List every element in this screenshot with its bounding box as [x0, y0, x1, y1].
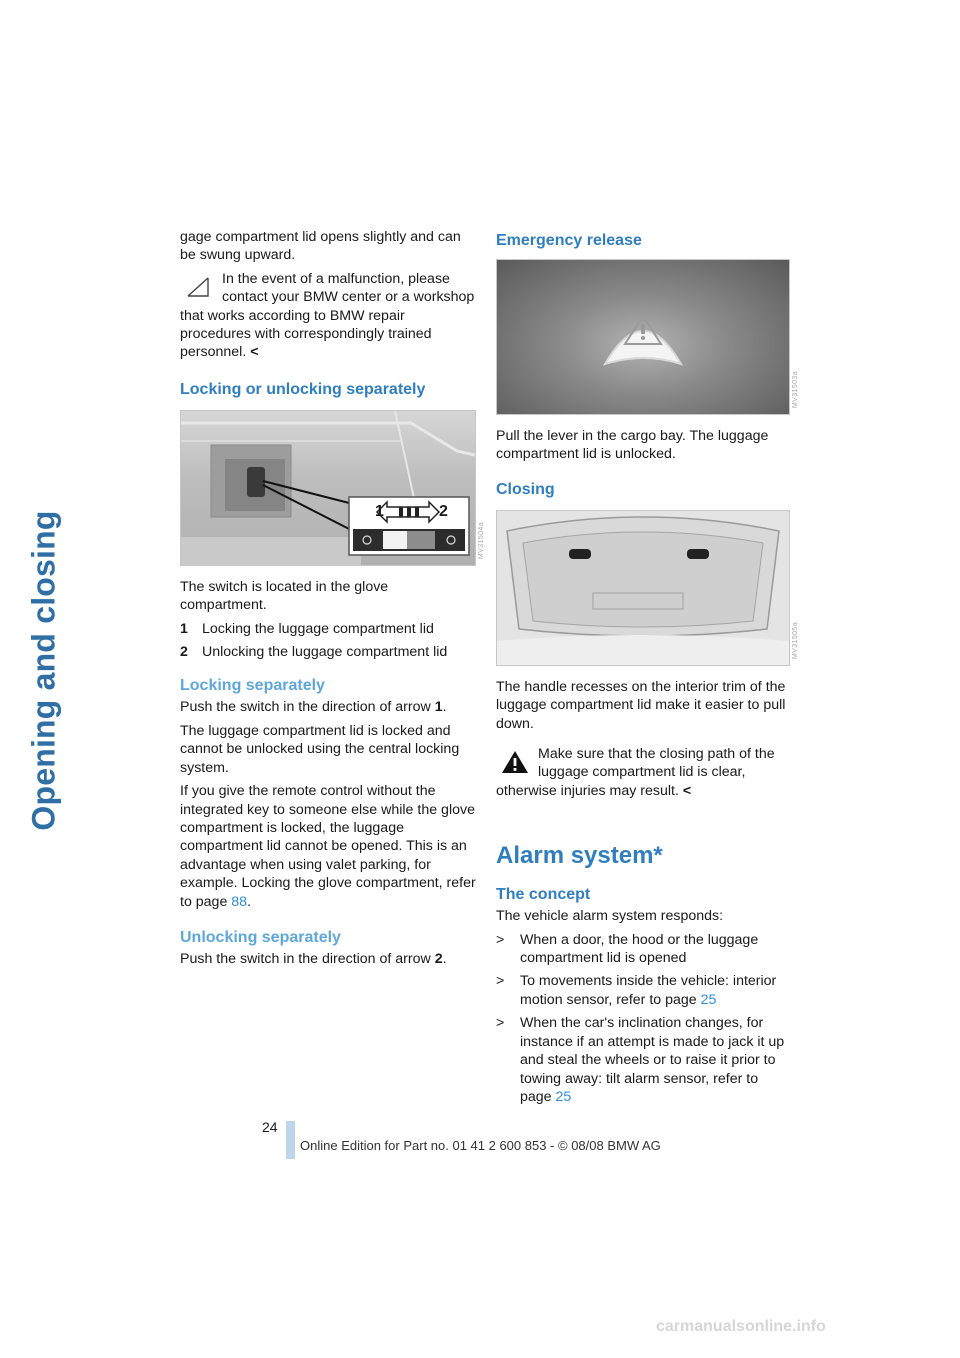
list-item: > To movements inside the vehicle: interior motion sensor, refer to page 25 — [496, 973, 777, 1008]
watermark-logo: carmanualsonline.info — [656, 1318, 826, 1335]
right-column — [496, 228, 799, 1111]
heading-the-concept: The concept — [496, 886, 591, 904]
unlocking-step: Push the switch in the direction of arrow 2. — [180, 950, 447, 967]
page-link-25[interactable]: 25 — [555, 1088, 572, 1105]
warning-end-mark: < — [682, 782, 692, 799]
note-arrow-icon — [184, 273, 214, 301]
locking-result-text: The luggage compartment lid is locked and cannot be unlocked using the central locking system. — [180, 722, 460, 776]
page-number: 24 — [262, 1119, 278, 1135]
heading-locking-unlocking: Locking or unlocking separately — [180, 380, 426, 398]
list-item: > When the car's inclination changes, for instance if an attempt is made to jack it up and steal the wheels or to raise it prior to towing away: tilt alarm sensor, refer to page 25 — [496, 1015, 785, 1105]
valet-text: If you give the remote control without the integrated key to someone else while the glove compartment is locked, the luggage compartment lid cannot be opened. This is an advantage when using valet parking, for example. Locking the glove compartment, refer to page 88. — [180, 783, 476, 910]
trunk-lid-illustration — [497, 511, 789, 665]
figure1-code: MV31504a — [477, 521, 485, 559]
page-link-25[interactable]: 25 — [700, 991, 717, 1008]
concept-text: The vehicle alarm system responds: — [496, 908, 724, 925]
figure1-label-1: 1 — [375, 502, 384, 520]
edition-text: Online Edition for Part no. 01 41 2 600 853 - © 08/08 BMW AG — [300, 1138, 661, 1153]
figure-glove-switch — [180, 410, 485, 566]
emergency-text: Pull the lever in the cargo bay. The luggage compartment lid is unlocked. — [496, 428, 769, 463]
figure1-label-2: 2 — [439, 502, 448, 520]
warning-triangle-icon — [500, 748, 530, 776]
malfunction-note — [180, 270, 476, 362]
alarm-trigger-list — [496, 931, 792, 1107]
list-item: > When a door, the hood or the luggage compartment lid is opened — [496, 931, 759, 967]
note-text: In the event of a malfunction, please contact your BMW center or a workshop that works according to BMW repair procedures with correspondingly trained personnel. — [180, 270, 475, 361]
emergency-release-illustration — [497, 260, 789, 414]
left-column — [180, 228, 485, 973]
footer-bar — [286, 1121, 295, 1159]
closing-warning — [496, 745, 792, 800]
heading-closing: Closing — [496, 480, 555, 498]
figure2-code: MV31503a — [791, 370, 799, 408]
glove-compartment-illustration — [181, 411, 475, 565]
switch-function-list — [180, 620, 476, 662]
figure-emergency-lever — [496, 259, 799, 415]
list-item: 1 Locking the luggage compartment lid — [180, 620, 434, 637]
figure-trunk-lid — [496, 510, 799, 666]
intro-text: gage compartment lid opens slightly and can be swung upward. — [180, 229, 461, 264]
list-item: 2 Unlocking the luggage compartment lid — [180, 644, 448, 661]
heading-emergency-release: Emergency release — [496, 232, 642, 249]
page-link-88[interactable]: 88 — [231, 893, 248, 910]
side-title: Opening and closing — [25, 509, 62, 831]
figure3-code: MV31505a — [791, 621, 799, 659]
heading-unlocking-separately: Unlocking separately — [180, 928, 341, 946]
note-end-mark: < — [250, 344, 259, 361]
locking-step: Push the switch in the direction of arrow 1. — [180, 699, 447, 716]
warning-text: Make sure that the closing path of the luggage compartment lid is clear, otherwise injuries may result. — [496, 746, 775, 799]
switch-location-text: The switch is located in the glove compartment. — [180, 578, 389, 614]
heading-alarm-system: Alarm system* — [496, 842, 663, 870]
closing-text: The handle recesses on the interior trim of the luggage compartment lid make it easier to pull down. — [496, 678, 786, 732]
heading-locking-separately: Locking separately — [180, 677, 325, 695]
